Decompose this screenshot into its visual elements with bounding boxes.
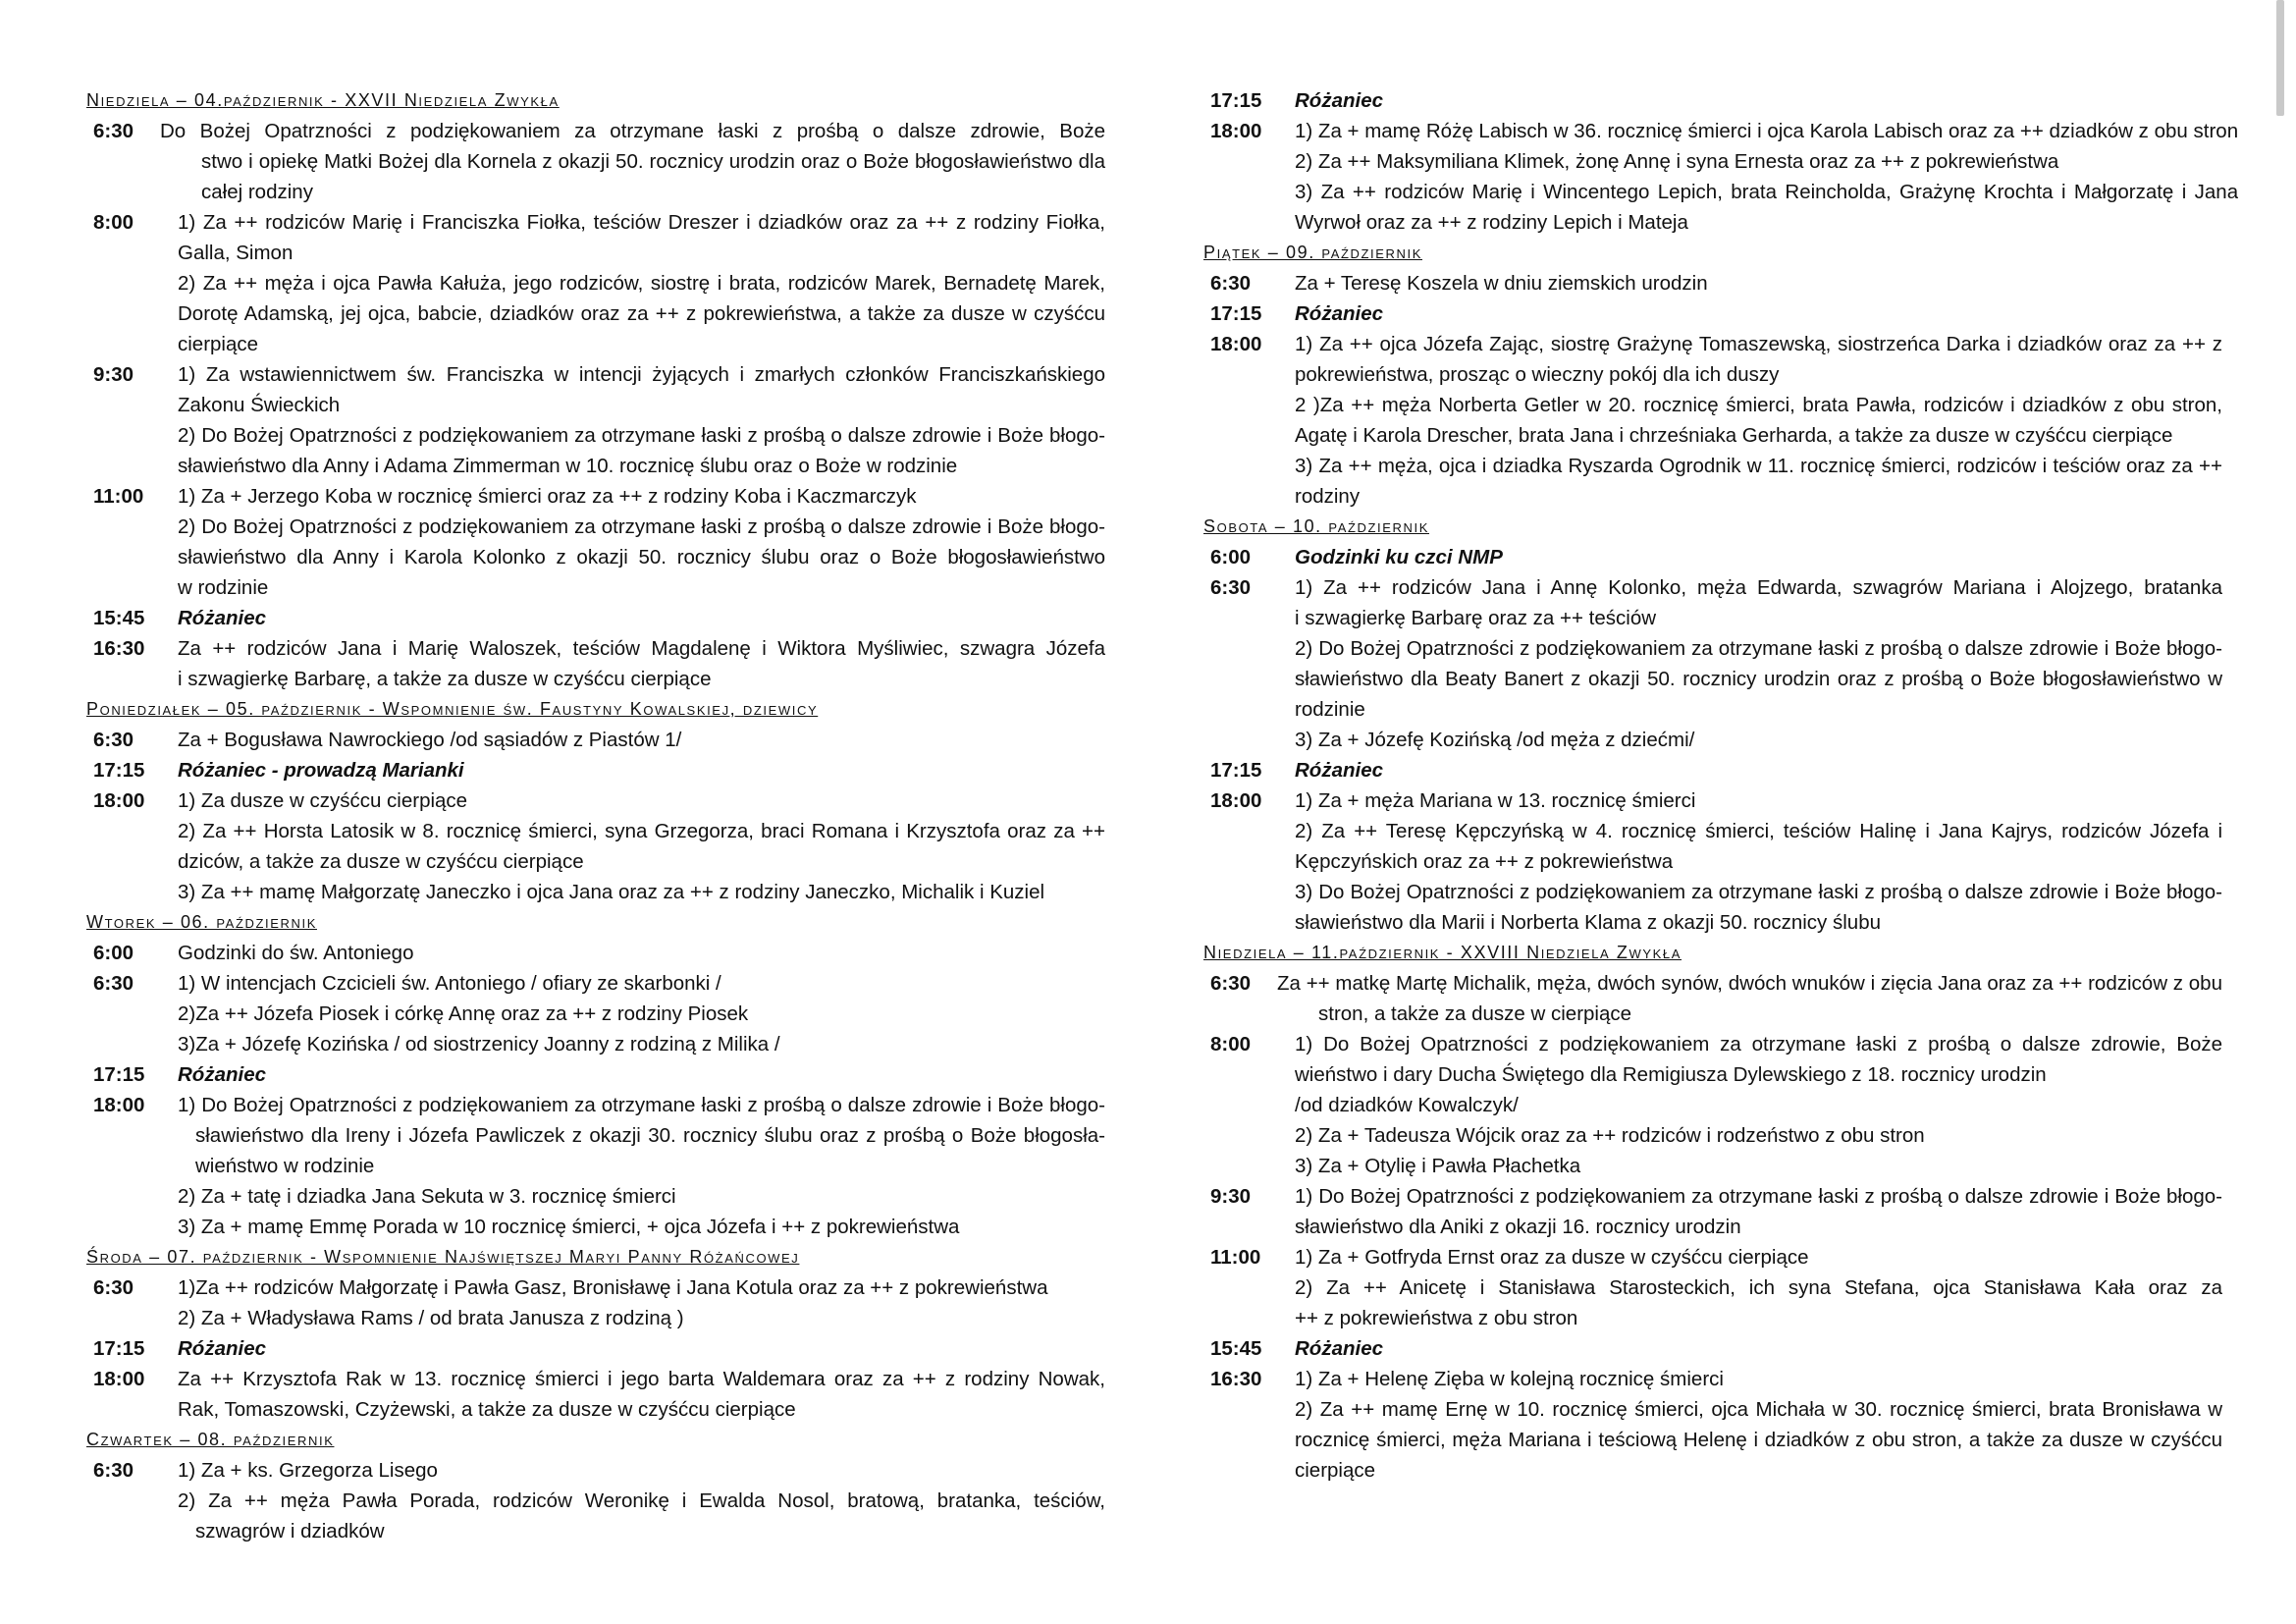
intention-line: sławieństwo dla Ireny i Józefa Pawliczek z okazji 30. rocznicy ślubu oraz z prośbą o Boże błogosła- [195, 1124, 1105, 1147]
intention-text [178, 359, 1105, 481]
intention-line: 3) Za + Józefę Kozińską /od męża z dziećmi/ [1295, 729, 1695, 751]
intention-line: Do Bożej Opatrzności z podziękowaniem za otrzymane łaski z prośbą o dalsze zdrowie, Boże [160, 120, 1105, 142]
mass-time: 6:30 [93, 972, 134, 995]
mass-entry [86, 633, 1105, 694]
intention-line: i szwagierkę Barbarę, a także za dusze w czyśćcu cierpiące [178, 668, 712, 690]
intention-line: Zakonu Świeckich [178, 394, 341, 416]
mass-time: 9:30 [93, 363, 134, 386]
intention-line: wieństwo w rodzinie [195, 1155, 375, 1177]
intention-line: 1) Do Bożej Opatrzności z podziękowaniem za otrzymane łaski z prośbą o dalsze zdrowie, Boże [1295, 1033, 2222, 1056]
intention-line: sławieństwo dla Marii i Norberta Klama z okazji 50. rocznicy ślubu [1295, 911, 1882, 934]
intention-line: Za + Teresę Koszela w dniu ziemskich urodzin [1295, 272, 1708, 295]
intention-line: sławieństwo dla Aniki z okazji 16. rocznicy urodzin [1295, 1216, 1741, 1238]
intention-line: 1) Za + Gotfryda Ernst oraz za dusze w czyśćcu cierpiące [1295, 1246, 1809, 1269]
mass-time: 18:00 [93, 1368, 145, 1390]
mass-entry [1203, 268, 2222, 298]
intention-line: Różaniec [1295, 1337, 1383, 1360]
mass-entry [86, 1059, 1105, 1090]
intention-text [1295, 572, 2222, 755]
intention-line: Różaniec [1295, 89, 1383, 112]
intention-line: 2 )Za ++ męża Norberta Getler w 20. rocznicę śmierci, brata Pawła, rodziców i dziadków z obu stron, [1295, 394, 2222, 416]
intention-line: Za + Bogusława Nawrockiego /od sąsiadów z Piastów 1/ [178, 729, 682, 751]
intention-line: 1) Za ++ rodziców Marię i Franciszka Fiołka, teściów Dreszer i dziadków oraz za ++ z rodziny Fiołka, [178, 211, 1105, 234]
mass-entry [86, 1272, 1105, 1333]
intention-line: Godzinki do św. Antoniego [178, 942, 414, 964]
intention-text [1295, 1333, 2222, 1364]
mass-time: 8:00 [93, 211, 134, 234]
intention-line: Różaniec [178, 1337, 266, 1360]
mass-time: 16:30 [1210, 1368, 1262, 1390]
intention-text [178, 755, 1105, 785]
mass-entry [86, 725, 1105, 755]
mass-entry [86, 785, 1105, 907]
intention-line: Różaniec [178, 1063, 266, 1086]
mass-entry [86, 1455, 1105, 1546]
mass-time: 6:00 [1210, 546, 1252, 568]
intention-line: dziców, a także za dusze w czyśćcu cierpiące [178, 850, 584, 873]
mass-time: 6:30 [93, 1459, 134, 1482]
mass-entry [86, 755, 1105, 785]
intention-line: 1) Za + Jerzego Koba w rocznicę śmierci oraz za ++ z rodziny Koba i Kaczmarczyk [178, 485, 917, 508]
intention-text [1295, 298, 2222, 329]
intention-line: 1) Za ++ rodziców Jana i Annę Kolonko, męża Edwarda, szwagrów Mariana i Alojzego, bratanka [1295, 576, 2222, 599]
intention-text [178, 1090, 1105, 1242]
intention-line: Różaniec [1295, 759, 1383, 782]
mass-entry [86, 968, 1105, 1059]
intention-text [178, 633, 1105, 694]
mass-entry [86, 938, 1105, 968]
intention-line: /od dziadków Kowalczyk/ [1295, 1094, 1519, 1116]
intention-text [178, 481, 1105, 603]
intention-text [160, 116, 1105, 207]
intention-line: Różaniec [1295, 302, 1383, 325]
intention-line: 1)Za ++ rodziców Małgorzatę i Pawła Gasz, Bronisławę i Jana Kotula oraz za ++ z pokrewieństwa [178, 1276, 1048, 1299]
mass-time: 17:15 [93, 1063, 145, 1086]
intention-text [178, 938, 1105, 968]
mass-time: 18:00 [1210, 120, 1262, 142]
intention-line: 3) Za + Otylię i Pawła Płachetka [1295, 1155, 1581, 1177]
intention-line: Za ++ rodziców Jana i Marię Waloszek, teściów Magdalenę i Wiktora Myśliwiec, szwagra Józefa [178, 637, 1105, 660]
intention-text [1295, 116, 2238, 238]
intention-text [1277, 968, 2222, 1029]
intention-text [1295, 1242, 2222, 1333]
intention-line: sławieństwo dla Beaty Banert z okazji 50. rocznicy urodzin oraz z prośbą o Boże błogosławieństwo w [1295, 668, 2222, 690]
intention-line: sławieństwo dla Anny i Adama Zimmerman w 10. rocznicę ślubu oraz o Boże w rodzinie [178, 455, 958, 477]
intention-line: stwo i opiekę Matki Bożej dla Kornela z okazji 50. rocznicy urodzin oraz o Boże błogosławieństwo dla [201, 150, 1105, 173]
mass-entry [1203, 1333, 2222, 1364]
mass-time: 16:30 [93, 637, 145, 660]
intention-text [178, 1059, 1105, 1090]
intention-line: 1) Za ++ ojca Józefa Zając, siostrę Grażynę Tomaszewską, siostrzeńca Darka i dziadków oraz za ++ z [1295, 333, 2222, 355]
mass-time: 17:15 [93, 1337, 145, 1360]
intention-line: 2) Za + Władysława Rams / od brata Janusza z rodziną ) [178, 1307, 684, 1329]
intention-line: 2) Za ++ Horsta Latosik w 8. rocznicę śmierci, syna Grzegorza, braci Romana i Krzysztofa oraz za ++ [178, 820, 1105, 842]
intention-text [178, 1364, 1105, 1425]
intention-line: sławieństwo dla Anny i Karola Kolonko z okazji 50. rocznicy ślubu oraz o Boże błogosławieństwo [178, 546, 1105, 568]
mass-entry [1203, 1364, 2222, 1486]
day-heading: Niedziela – 11.październik - XXVIII Niedziela Zwykła [1203, 943, 1682, 962]
intention-line: 1) Za wstawiennictwem św. Franciszka w intencji żyjących i zmarłych członków Franciszkańskiego [178, 363, 1105, 386]
intention-line: 2) Za ++ mamę Ernę w 10. rocznicę śmierci, ojca Michała w 30. rocznicę śmierci, brata Bronisława w [1295, 1398, 2222, 1421]
intention-line: 1) Do Bożej Opatrzności z podziękowaniem za otrzymane łaski z prośbą o dalsze zdrowie i Boże błogo- [178, 1094, 1105, 1116]
intention-text [1295, 1029, 2222, 1181]
intention-line: 2) Do Bożej Opatrzności z podziękowaniem za otrzymane łaski z prośbą o dalsze zdrowie i Boże błogo- [1295, 637, 2222, 660]
day-heading: Wtorek – 06. październik [86, 912, 317, 932]
intention-line: 2) Za + tatę i dziadka Jana Sekuta w 3. rocznicę śmierci [178, 1185, 676, 1208]
mass-time: 18:00 [93, 789, 145, 812]
mass-time: 18:00 [1210, 789, 1262, 812]
intention-line: Rak, Tomaszowski, Czyżewski, a także za dusze w czyśćcu cierpiące [178, 1398, 796, 1421]
mass-time: 11:00 [93, 485, 144, 508]
day-heading: Niedziela – 04.październik - XXVII Niedziela Zwykła [86, 90, 560, 110]
intention-text [178, 785, 1105, 907]
intention-line: 1) Za + Helenę Zięba w kolejną rocznicę śmierci [1295, 1368, 1724, 1390]
intention-text [178, 603, 1105, 633]
intention-line: rodzinie [1295, 698, 1365, 721]
mass-entry [1203, 572, 2222, 755]
mass-time: 18:00 [1210, 333, 1262, 355]
intention-text [178, 725, 1105, 755]
mass-entry [1203, 1242, 2222, 1333]
intention-line: 2)Za ++ Józefa Piosek i córkę Annę oraz za ++ z rodziny Piosek [178, 1002, 749, 1025]
day-heading: Sobota – 10. październik [1203, 516, 1429, 536]
mass-time: 18:00 [93, 1094, 145, 1116]
mass-entry [86, 1364, 1105, 1425]
mass-entry [1203, 785, 2222, 938]
mass-time: 11:00 [1210, 1246, 1261, 1269]
mass-entry [86, 1090, 1105, 1242]
intention-text [178, 1333, 1105, 1364]
intention-line: w rodzinie [178, 576, 269, 599]
intention-line: 2) Za ++ Anicetę i Stanisława Starosteckich, ich syna Stefana, ojca Stanisława Kała oraz za [1295, 1276, 2222, 1299]
left-column [86, 85, 1105, 1546]
intention-text [1295, 329, 2222, 512]
intention-line: Za ++ matkę Martę Michalik, męża, dwóch synów, dwóch wnuków i zięcia Jana oraz za ++ rodziców z obu [1277, 972, 2222, 995]
intention-text [1295, 85, 2222, 116]
intention-line: 3)Za + Józefę Kozińska / od siostrzenicy Joanny z rodziną z Milika / [178, 1033, 780, 1056]
intention-line: ++ z pokrewieństwa z obu stron [1295, 1307, 1578, 1329]
intention-line: 3) Za + mamę Emmę Porada w 10 rocznicę śmierci, + ojca Józefa i ++ z pokrewieństwa [178, 1216, 960, 1238]
mass-time: 17:15 [1210, 302, 1262, 325]
intention-line: 1) Do Bożej Opatrzności z podziękowaniem za otrzymane łaski z prośbą o dalsze zdrowie i Boże błogo- [1295, 1185, 2222, 1208]
intention-line: Różaniec [178, 607, 266, 629]
intention-line: 2) Za ++ męża i ojca Pawła Kałuża, jego rodziców, siostrę i brata, rodziców Marek, Bernadetę Marek, [178, 272, 1105, 295]
intention-text [1295, 755, 2222, 785]
intention-text [1295, 542, 2222, 572]
intention-line: rodziny [1295, 485, 1361, 508]
right-column [1203, 85, 2239, 1486]
mass-entry [1203, 85, 2222, 116]
intention-line: 1) Za + męża Mariana w 13. rocznicę śmierci [1295, 789, 1696, 812]
intention-line: Godzinki ku czci NMP [1295, 546, 1503, 568]
intention-line: Różaniec - prowadzą Marianki [178, 759, 464, 782]
intention-line: wieństwo i dary Ducha Świętego dla Remigiusza Dylewskiego z 18. rocznicy urodzin [1295, 1063, 2047, 1086]
intention-line: pokrewieństwa, prosząc o wieczny pokój dla ich duszy [1295, 363, 1780, 386]
intention-line: 1) W intencjach Czcicieli św. Antoniego / ofiary ze skarbonki / [178, 972, 721, 995]
intention-line: 3) Za ++ mamę Małgorzatę Janeczko i ojca Jana oraz za ++ z rodziny Janeczko, Michalik i Kuziel [178, 881, 1045, 903]
intention-line: cierpiące [1295, 1459, 1376, 1482]
mass-entry [1203, 542, 2222, 572]
intention-line: 3) Do Bożej Opatrzności z podziękowaniem za otrzymane łaski z prośbą o dalsze zdrowie i Boże błogo- [1295, 881, 2222, 903]
mass-time: 17:15 [1210, 89, 1262, 112]
mass-entry [86, 359, 1105, 481]
mass-entry [1203, 298, 2222, 329]
mass-time: 17:15 [1210, 759, 1262, 782]
intention-line: 2) Za ++ Teresę Kępczyńską w 4. rocznicę śmierci, teściów Halinę i Jana Kajrys, rodziców Józefa i [1295, 820, 2222, 842]
mass-time: 6:30 [1210, 272, 1252, 295]
intention-line: 2) Do Bożej Opatrzności z podziękowaniem za otrzymane łaski z prośbą o dalsze zdrowie i Boże błogo- [178, 424, 1105, 447]
mass-time: 15:45 [93, 607, 145, 629]
intention-text [178, 1272, 1105, 1333]
intention-line: 2) Za + Tadeusza Wójcik oraz za ++ rodziców i rodzeństwo z obu stron [1295, 1124, 1925, 1147]
mass-time: 8:00 [1210, 1033, 1252, 1056]
mass-time: 6:30 [93, 729, 134, 751]
intention-line: 3) Za ++ męża, ojca i dziadka Ryszarda Ogrodnik w 11. rocznicę śmierci, rodziców i teściów oraz za ++ [1295, 455, 2222, 477]
intention-line: stron, a także za dusze w cierpiące [1318, 1002, 1632, 1025]
mass-time: 6:30 [93, 1276, 134, 1299]
mass-entry [1203, 755, 2222, 785]
intention-line: Agatę i Karola Drescher, brata Jana i chrześniaka Gerharda, a także za dusze w czyśćcu cierpiące [1295, 424, 2173, 447]
day-heading: Czwartek – 08. październik [86, 1430, 335, 1449]
mass-time: 6:00 [93, 942, 134, 964]
intention-line: 2) Za ++ Maksymiliana Klimek, żonę Annę i syna Ernesta oraz za ++ z pokrewieństwa [1295, 150, 2059, 173]
intention-text [178, 1455, 1105, 1546]
mass-entry [86, 116, 1105, 207]
mass-entry [1203, 1029, 2222, 1181]
mass-entry [86, 1333, 1105, 1364]
intention-line: 1) Za + ks. Grzegorza Lisego [178, 1459, 438, 1482]
mass-entry [86, 207, 1105, 359]
intention-line: szwagrów i dziadków [195, 1520, 385, 1543]
intention-text [178, 968, 1105, 1059]
intention-line: 2) Za ++ męża Pawła Porada, rodziców Weronikę i Ewalda Nosol, bratową, bratanka, teściów, [178, 1489, 1105, 1512]
intention-line: 1) Za dusze w czyśćcu cierpiące [178, 789, 468, 812]
intention-text [1295, 1181, 2222, 1242]
intention-text [1295, 785, 2222, 938]
intention-text [1295, 1364, 2222, 1486]
intention-line: Galla, Simon [178, 242, 294, 264]
intention-text [178, 207, 1105, 359]
mass-time: 6:30 [1210, 972, 1252, 995]
mass-time: 9:30 [1210, 1185, 1252, 1208]
day-heading: Poniedziałek – 05. październik - Wspomnienie św. Faustyny Kowalskiej, dziewicy [86, 699, 819, 719]
mass-entry [86, 481, 1105, 603]
scrollbar[interactable] [2276, 0, 2284, 116]
intention-line: 1) Za + mamę Różę Labisch w 36. rocznicę śmierci i ojca Karola Labisch oraz za ++ dziadków z obu stron [1295, 120, 2239, 142]
intention-line: całej rodziny [201, 181, 313, 203]
mass-time: 6:30 [93, 120, 134, 142]
mass-entry [1203, 116, 2239, 238]
mass-entry [1203, 1181, 2222, 1242]
intention-text [1295, 268, 2222, 298]
intention-line: Wyrwoł oraz za ++ z rodziny Lepich i Mateja [1295, 211, 1688, 234]
mass-time: 17:15 [93, 759, 145, 782]
intention-line: 3) Za ++ rodziców Marię i Wincentego Lepich, brata Reincholda, Grażynę Krochta i Małgorzatę i Jana [1295, 181, 2239, 203]
intention-line: Dorotę Adamską, jej ojca, babcie, dziadków oraz za ++ z pokrewieństwa, a także za dusze w czyśćcu [178, 302, 1105, 325]
mass-entry [86, 603, 1105, 633]
mass-time: 6:30 [1210, 576, 1252, 599]
day-heading: Piątek – 09. październik [1203, 243, 1422, 262]
mass-time: 15:45 [1210, 1337, 1262, 1360]
intention-line: rocznicę śmierci, męża Mariana i teściową Helenę i dziadków z obu stron, a także za dusze w czyśćcu [1295, 1429, 2222, 1451]
intention-line: cierpiące [178, 333, 259, 355]
intention-line: Kępczyńskich oraz za ++ z pokrewieństwa [1295, 850, 1674, 873]
intention-line: i szwagierkę Barbarę oraz za ++ teściów [1295, 607, 1657, 629]
intention-line: 2) Do Bożej Opatrzności z podziękowaniem za otrzymane łaski z prośbą o dalsze zdrowie i Boże błogo- [178, 515, 1105, 538]
day-heading: Środa – 07. październik - Wspomnienie Najświętszej Maryi Panny Różańcowej [86, 1247, 800, 1267]
intention-line: Za ++ Krzysztofa Rak w 13. rocznicę śmierci i jego barta Waldemara oraz za ++ z rodziny Nowak, [178, 1368, 1105, 1390]
mass-entry [1203, 329, 2222, 512]
mass-entry [1203, 968, 2222, 1029]
